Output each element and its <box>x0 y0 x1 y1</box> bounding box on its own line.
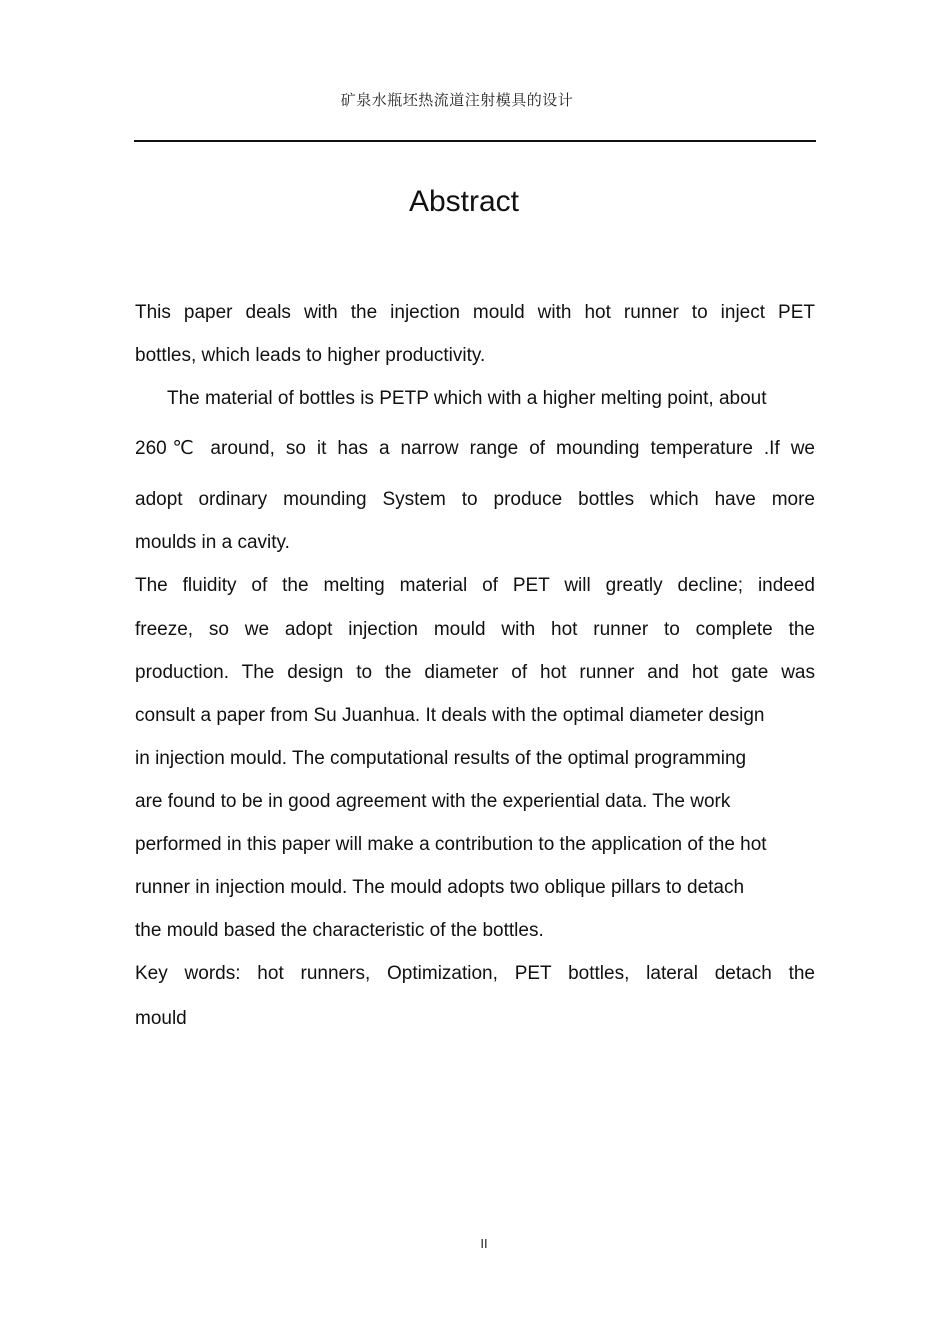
text-line: performed in this paper will make a contribution to the application of the hot <box>135 834 767 855</box>
text-line: 260℃ around, so it has a narrow range of mounding temperature .If we <box>135 438 815 459</box>
text-line: The material of bottles is PETP which with a higher melting point, about <box>167 388 767 409</box>
text-line: moulds in a cavity. <box>135 532 290 553</box>
text-line: The fluidity of the melting material of PET will greatly decline; indeed <box>135 575 815 596</box>
text-line: are found to be in good agreement with the experiential data. The work <box>135 791 731 812</box>
header-rule <box>134 140 816 142</box>
text-line: freeze, so we adopt injection mould with hot runner to complete the <box>135 619 815 640</box>
text-line: production. The design to the diameter of hot runner and hot gate was <box>135 662 815 683</box>
keywords-line: mould <box>135 1008 187 1029</box>
text-line: bottles, which leads to higher productivity. <box>135 345 486 366</box>
text-line: This paper deals with the injection mould with hot runner to inject PET <box>135 302 815 323</box>
keywords-line: Key words: hot runners, Optimization, PET bottles, lateral detach the <box>135 963 815 984</box>
text-line: adopt ordinary mounding System to produce bottles which have more <box>135 489 815 510</box>
text-line: the mould based the characteristic of the bottles. <box>135 920 544 941</box>
page-number: II <box>480 1236 488 1251</box>
text-line: in injection mould. The computational results of the optimal programming <box>135 748 747 769</box>
text-line: runner in injection mould. The mould adopts two oblique pillars to detach <box>135 877 745 898</box>
abstract-title: Abstract <box>408 185 520 218</box>
text-line: consult a paper from Su Juanhua. It deals with the optimal diameter design <box>135 705 765 726</box>
running-header: 矿泉水瓶坯热流道注射模具的设计 <box>340 91 574 109</box>
